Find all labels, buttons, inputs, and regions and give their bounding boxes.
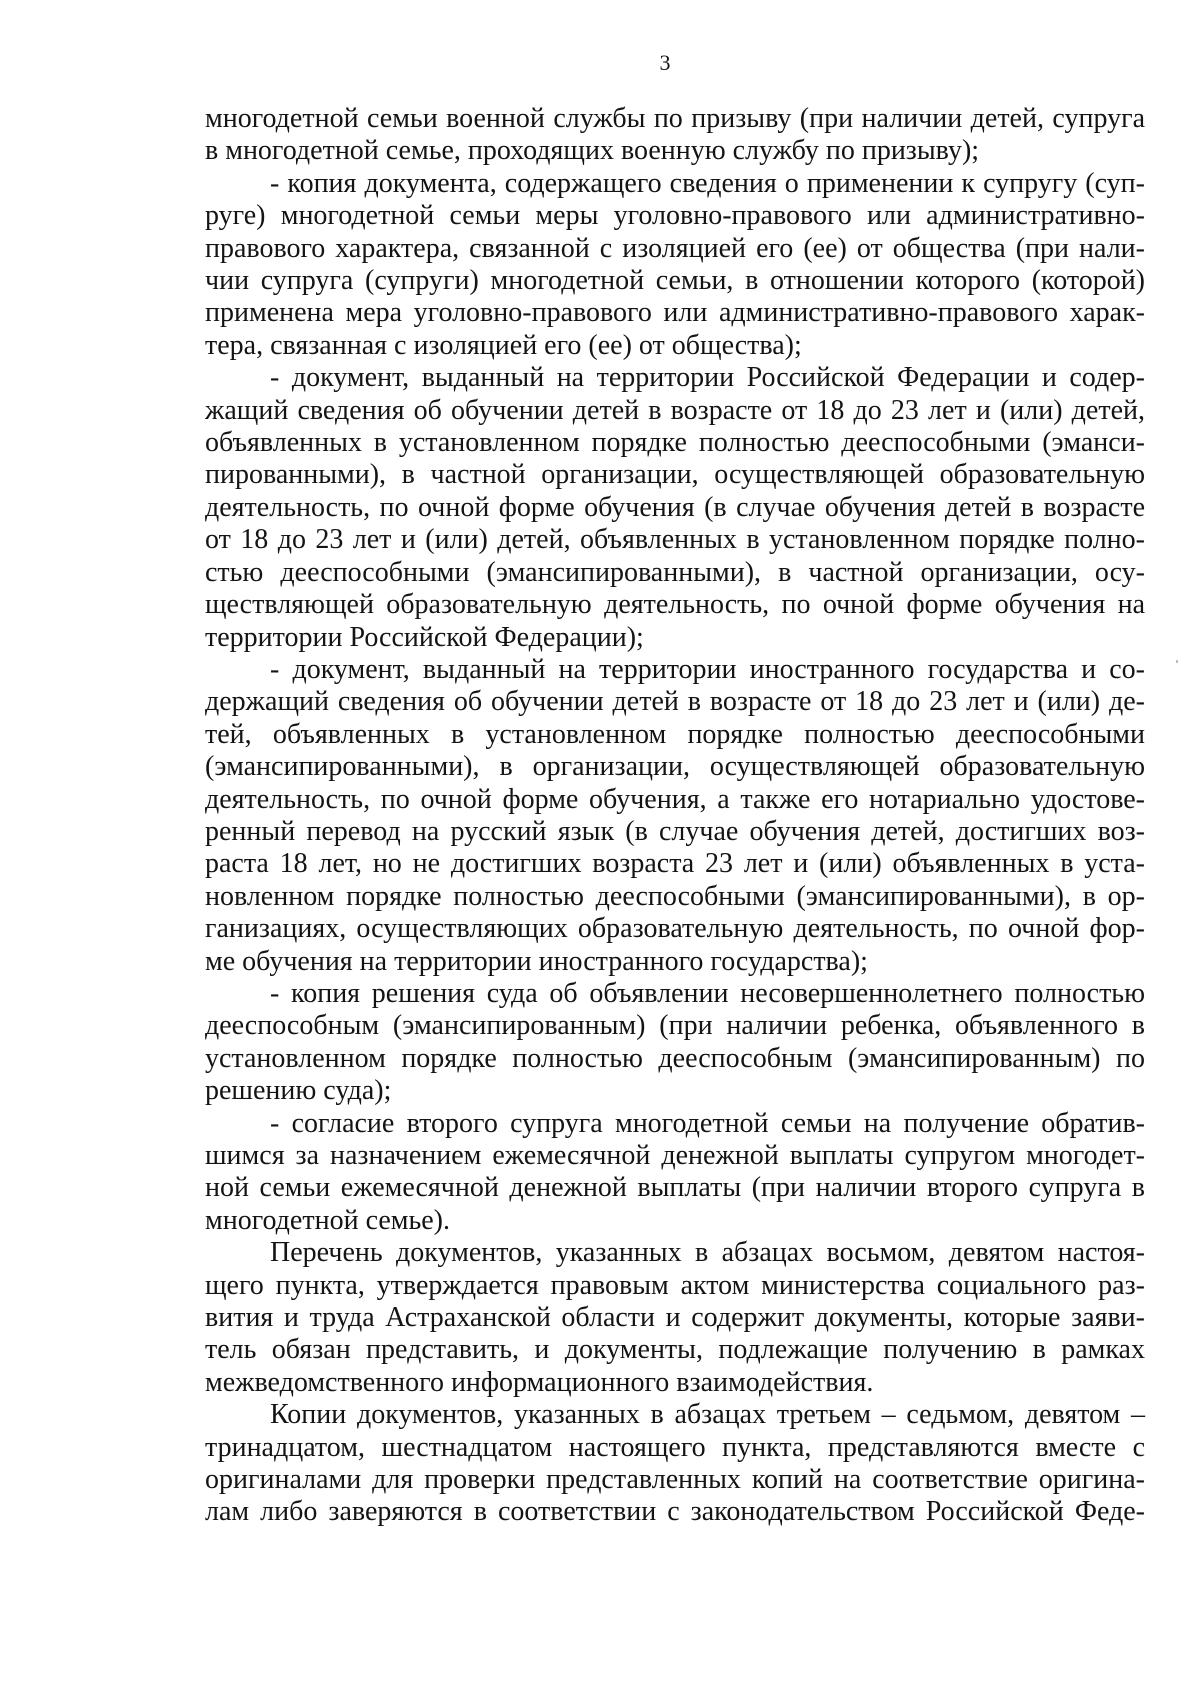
text-line: многодетной семье). xyxy=(205,1204,450,1236)
text-line: - документ, выданный на территории иностранного государства и со- xyxy=(270,653,1145,685)
paragraph xyxy=(205,362,1145,654)
text-line: стью дееспособными (эмансипированными), в частной организации, осу- xyxy=(205,556,1145,588)
paragraph xyxy=(205,654,1145,978)
text-line: тера, связанная с изоляцией его (ее) от общества); xyxy=(205,329,802,361)
text-line: решению суда); xyxy=(205,1075,392,1107)
paragraph xyxy=(205,168,1145,362)
text-line: пированными), в частной организации, осуществляющей образовательную xyxy=(205,459,1145,491)
text-line: - согласие второго супруга многодетной семьи на получение обратив- xyxy=(270,1107,1145,1139)
text-line: межведомственного информационного взаимодействия. xyxy=(205,1366,874,1398)
text-line: тель обязан представить, и документы, подлежащие получению в рамках xyxy=(205,1334,1145,1366)
scan-artifact xyxy=(1176,660,1178,663)
paragraph xyxy=(205,1237,1145,1399)
text-line: применена мера уголовно-правового или административно-правового харак- xyxy=(205,297,1145,329)
paragraph xyxy=(205,978,1145,1108)
text-line: тей, объявленных в установленном порядке полностью дееспособными xyxy=(205,718,1145,750)
text-line: - документ, выданный на территории Российской Федерации и содер- xyxy=(270,362,1145,394)
paragraph xyxy=(205,1399,1145,1529)
text-line: ренный перевод на русский язык (в случае обучения детей, достигших воз- xyxy=(205,815,1145,847)
text-line: дееспособным (эмансипированным) (при наличии ребенка, объявленного в xyxy=(205,1010,1145,1042)
text-line: ной семьи ежемесячной денежной выплаты (при наличии второго супруга в xyxy=(205,1172,1145,1204)
text-line: правового характера, связанной с изоляцией его (ее) от общества (при нали- xyxy=(205,232,1145,264)
text-line: деятельность, по очной форме обучения (в случае обучения детей в возрасте xyxy=(205,491,1145,523)
text-line: новленном порядке полностью дееспособными (эмансипированными), в ор- xyxy=(205,880,1145,912)
text-line: - копия документа, содержащего сведения о применении к супругу (суп- xyxy=(270,167,1145,199)
text-line: деятельность, по очной форме обучения, а также его нотариально удостове- xyxy=(205,783,1145,815)
paragraph xyxy=(205,103,1145,168)
text-line: ществляющей образовательную деятельность, по очной форме обучения на xyxy=(205,589,1145,621)
text-line: держащий сведения об обучении детей в возрасте от 18 до 23 лет и (или) де- xyxy=(205,686,1145,718)
text-line: от 18 до 23 лет и (или) детей, объявленных в установленном порядке полно- xyxy=(205,524,1145,556)
text-line: установленном порядке полностью дееспособным (эмансипированным) по xyxy=(205,1042,1145,1074)
page-number: 3 xyxy=(659,50,671,75)
text-line: Копии документов, указанных в абзацах третьем – седьмом, девятом – xyxy=(270,1399,1145,1431)
text-line: оригиналами для проверки представленных копий на соответствие оригина- xyxy=(205,1464,1145,1496)
text-line: объявленных в установленном порядке полностью дееспособными (эманси- xyxy=(205,427,1145,459)
text-line: жащий сведения об обучении детей в возрасте от 18 до 23 лет и (или) детей, xyxy=(205,394,1145,426)
text-line: шимся за назначением ежемесячной денежной выплаты супругом многодет- xyxy=(205,1140,1145,1171)
text-line: руге) многодетной семьи меры уголовно-правового или административно- xyxy=(205,200,1145,232)
document-body xyxy=(205,103,1145,1529)
text-line: ганизациях, осуществляющих образовательную деятельность, по очной фор- xyxy=(205,913,1145,945)
text-line: тринадцатом, шестнадцатом настоящего пункта, представляются вместе с xyxy=(205,1431,1145,1463)
text-line: ме обучения на территории иностранного государства); xyxy=(205,945,868,977)
text-line: (эмансипированными), в организации, осуществляющей образовательную xyxy=(205,751,1145,783)
text-line: вития и труда Астраханской области и содержит документы, которые заяви- xyxy=(205,1302,1145,1334)
text-line: чии супруга (супруги) многодетной семьи, в отношении которого (которой) xyxy=(205,265,1145,297)
text-line: раста 18 лет, но не достигших возраста 23 лет и (или) объявленных в уста- xyxy=(205,848,1145,880)
text-line: территории Российской Федерации); xyxy=(205,621,644,653)
text-line: в многодетной семье, проходящих военную службу по призыву); xyxy=(205,135,980,167)
text-line: щего пункта, утверждается правовым актом министерства социального раз- xyxy=(205,1269,1145,1301)
text-line: - копия решения суда об объявлении несовершеннолетнего полностью xyxy=(270,977,1145,1009)
text-line: лам либо заверяются в соответствии с законодательством Российской Феде- xyxy=(205,1496,1145,1528)
text-line: многодетной семьи военной службы по призыву (при наличии детей, супруга xyxy=(205,103,1145,134)
text-line: Перечень документов, указанных в абзацах восьмом, девятом настоя- xyxy=(270,1237,1145,1269)
paragraph xyxy=(205,1108,1145,1238)
